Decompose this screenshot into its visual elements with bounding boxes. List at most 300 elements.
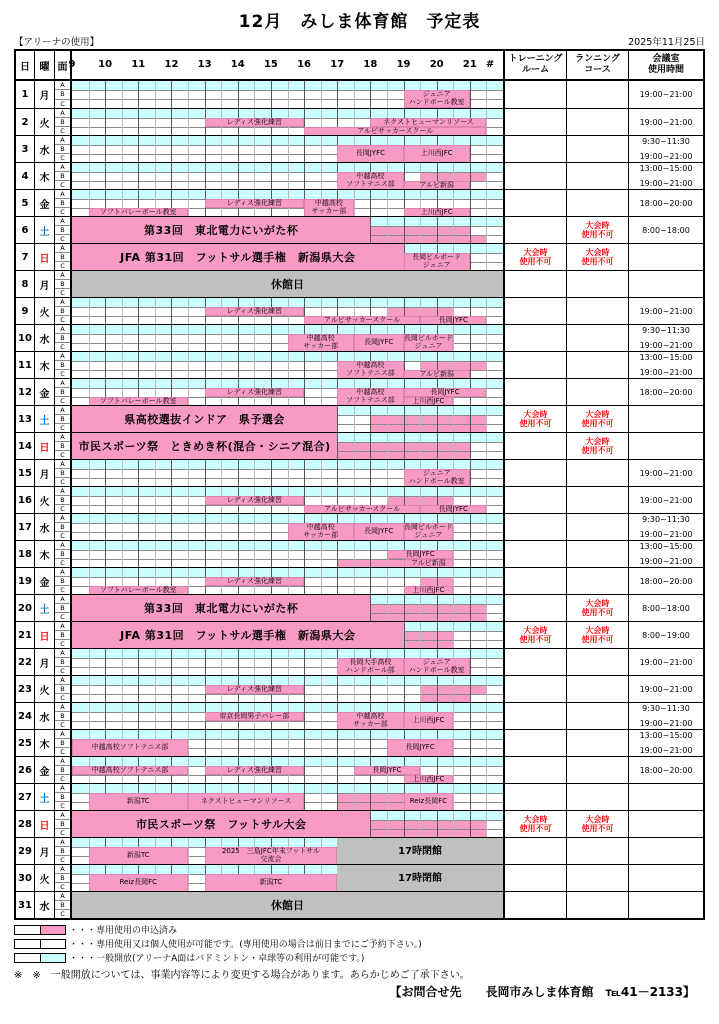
- time-gridline: [155, 352, 156, 378]
- event-block: レディス強化練習: [205, 118, 304, 127]
- meeting-room-time: 9:30~11:30: [642, 704, 690, 713]
- time-gridline: [370, 595, 371, 621]
- time-gridline: [420, 595, 421, 621]
- training-room-cell: [505, 892, 567, 918]
- day-number: 18: [16, 541, 35, 567]
- time-gridline: [437, 676, 438, 702]
- time-gridline: [238, 163, 239, 189]
- time-gridline: [122, 514, 123, 540]
- time-gridline: [470, 217, 471, 243]
- weekday-label: 水: [35, 136, 55, 162]
- weekday-label: 水: [35, 703, 55, 729]
- court-lane-label: B: [55, 442, 70, 451]
- meeting-room-time: 19:00~21:00: [639, 368, 693, 377]
- event-block: 長岡JYFC: [354, 523, 404, 540]
- schedule-row: [16, 675, 703, 702]
- time-gridline: [437, 406, 438, 432]
- time-gridline: [321, 136, 322, 162]
- running-course-cell: [567, 460, 629, 486]
- running-course-cell: 大会時 使用不可: [567, 406, 629, 432]
- meeting-room-cell: [629, 865, 703, 891]
- event-block: アルビ新潟: [404, 370, 470, 378]
- time-gridline: [188, 568, 189, 594]
- court-lane-label: C: [60, 640, 65, 648]
- court-lane-label: A: [55, 649, 70, 658]
- schedule-row: [16, 729, 703, 756]
- time-gridline: [486, 352, 487, 378]
- meeting-room-cell: [629, 703, 703, 729]
- meeting-room-time: 9:30~11:30: [642, 515, 690, 524]
- court-lane-label: A: [55, 568, 70, 577]
- court-lane-label: B: [55, 334, 70, 343]
- closed-day-block: 休館日: [72, 271, 503, 297]
- day-number: 22: [16, 649, 35, 675]
- time-gridline: [221, 352, 222, 378]
- hour-label: 10: [98, 59, 113, 70]
- running-course-cell: 大会時 使用不可: [567, 217, 629, 243]
- time-gridline: [304, 703, 305, 729]
- time-gridline: [321, 784, 322, 810]
- time-gridline: [453, 325, 454, 351]
- court-lane-label: B: [55, 415, 70, 424]
- court-lane-label: A: [55, 487, 70, 496]
- court-lane-label: B: [55, 469, 70, 478]
- time-grid: [72, 136, 505, 162]
- time-gridline: [453, 676, 454, 702]
- header-hours: [68, 51, 505, 79]
- court-column: [55, 190, 72, 216]
- court-column: [55, 622, 72, 648]
- court-lane-label: B: [55, 280, 70, 289]
- time-gridline: [138, 352, 139, 378]
- schedule-row: [16, 702, 703, 729]
- meeting-room-cell: [629, 568, 703, 594]
- time-grid: [72, 892, 505, 918]
- header-weekday: 曜: [35, 51, 55, 79]
- time-gridline: [370, 541, 371, 567]
- time-gridline: [337, 541, 338, 567]
- event-block: 中越高校 サッカー部: [288, 523, 354, 540]
- time-gridline: [105, 352, 106, 378]
- time-gridline: [221, 325, 222, 351]
- event-block: ジュニア ハンドボール教室: [404, 90, 470, 108]
- meeting-room-cell: [629, 81, 703, 108]
- court-lane-label: C: [60, 208, 65, 216]
- meeting-room-time: 18:00~20:00: [639, 387, 693, 397]
- hour-label: 20: [429, 59, 444, 70]
- running-course-cell: [567, 703, 629, 729]
- time-gridline: [89, 325, 90, 351]
- time-gridline: [370, 433, 371, 459]
- training-room-cell: [505, 757, 567, 783]
- event-block: 長岡JYFC: [420, 316, 486, 324]
- meeting-room-time: 19:00~21:00: [639, 657, 693, 667]
- time-grid: [72, 244, 505, 270]
- meeting-room-cell: [629, 541, 703, 567]
- event-block: JFA 第31回 フットサル選手権 新潟県大会: [72, 244, 404, 270]
- time-gridline: [486, 298, 487, 324]
- time-gridline: [453, 217, 454, 243]
- schedule-row: [16, 594, 703, 621]
- time-gridline: [304, 568, 305, 594]
- day-number: 8: [16, 271, 35, 297]
- time-gridline: [188, 81, 189, 108]
- event-block: 長岡ビルボード ジュニア: [403, 334, 453, 350]
- time-grid: [72, 784, 505, 810]
- court-lane-label: B: [55, 118, 70, 127]
- time-gridline: [404, 622, 405, 648]
- time-gridline: [171, 81, 172, 108]
- time-gridline: [238, 730, 239, 756]
- weekday-label: 日: [35, 622, 55, 648]
- schedule-row: [16, 810, 703, 837]
- day-number: 16: [16, 487, 35, 513]
- schedule-row: [16, 189, 703, 216]
- time-gridline: [470, 136, 471, 162]
- issue-date: 2025年11月25日: [628, 37, 705, 48]
- court-lane-label: A: [55, 271, 70, 280]
- day-number: 15: [16, 460, 35, 486]
- time-gridline: [453, 595, 454, 621]
- day-number: 28: [16, 811, 35, 837]
- court-lane-label: B: [55, 496, 70, 505]
- time-gridline: [337, 433, 338, 459]
- meeting-room-cell: [629, 784, 703, 810]
- court-column: [55, 838, 72, 864]
- court-lane-label: A: [55, 676, 70, 685]
- time-gridline: [155, 163, 156, 189]
- running-course-cell: [567, 838, 629, 864]
- legend: [14, 923, 705, 1000]
- time-gridline: [387, 460, 388, 486]
- court-lane-label: C: [60, 370, 65, 378]
- event-block: レディス強化練習: [205, 388, 304, 397]
- event-block: ソフトバレーボール教室: [89, 397, 188, 405]
- meeting-room-time: 9:30~11:30: [642, 137, 690, 146]
- running-course-cell: 大会時 使用不可: [567, 595, 629, 621]
- training-room-cell: [505, 865, 567, 891]
- time-gridline: [354, 676, 355, 702]
- meeting-room-cell: [629, 190, 703, 216]
- court-lane-label: A: [55, 163, 70, 172]
- time-gridline: [89, 487, 90, 513]
- sub-header: [14, 34, 705, 48]
- schedule-row: [16, 540, 703, 567]
- schedule-row: [16, 108, 703, 135]
- court-lane-label: A: [55, 730, 70, 739]
- running-course-cell: [567, 568, 629, 594]
- day-number: 20: [16, 595, 35, 621]
- time-gridline: [470, 811, 471, 837]
- event-block: アルビサッカースクール: [304, 316, 420, 324]
- time-gridline: [188, 190, 189, 216]
- time-gridline: [321, 757, 322, 783]
- time-gridline: [370, 784, 371, 810]
- meeting-room-time: 8:00~19:00: [642, 630, 690, 640]
- time-gridline: [271, 163, 272, 189]
- event-block: 上川西JFC: [404, 712, 454, 729]
- meeting-room-time: 19:00~21:00: [639, 306, 693, 316]
- time-gridline: [254, 730, 255, 756]
- time-gridline: [437, 433, 438, 459]
- time-gridline: [254, 649, 255, 675]
- time-grid: [72, 568, 505, 594]
- weekday-label: 水: [35, 325, 55, 351]
- schedule-row: [16, 405, 703, 432]
- court-lane-label: C: [60, 505, 65, 513]
- time-gridline: [470, 190, 471, 216]
- day-number: 10: [16, 325, 35, 351]
- time-gridline: [486, 109, 487, 135]
- court-column: [55, 433, 72, 459]
- schedule-row: [16, 891, 703, 918]
- time-gridline: [138, 514, 139, 540]
- event-block: 中越高校 ソフトテニス部: [337, 172, 403, 189]
- weekday-label: 月: [35, 649, 55, 675]
- meeting-room-cell: [629, 757, 703, 783]
- time-gridline: [453, 568, 454, 594]
- time-gridline: [138, 460, 139, 486]
- time-gridline: [205, 649, 206, 675]
- running-course-cell: [567, 541, 629, 567]
- running-course-cell: [567, 676, 629, 702]
- court-column: [55, 514, 72, 540]
- time-gridline: [337, 81, 338, 108]
- court-lane-label: C: [60, 451, 65, 459]
- time-gridline: [89, 109, 90, 135]
- time-gridline: [105, 81, 106, 108]
- meeting-room-cell: [629, 514, 703, 540]
- time-gridline: [205, 163, 206, 189]
- time-gridline: [470, 514, 471, 540]
- court-lane-label: A: [55, 190, 70, 199]
- day-number: 13: [16, 406, 35, 432]
- court-lane-label: C: [60, 802, 65, 810]
- time-gridline: [453, 730, 454, 756]
- event-block: アルビ新潟: [404, 181, 470, 189]
- time-gridline: [221, 514, 222, 540]
- court-column: [55, 730, 72, 756]
- weekday-label: 水: [35, 892, 55, 918]
- event-block: レディス強化練習: [205, 685, 304, 694]
- running-course-cell: [567, 892, 629, 918]
- time-gridline: [486, 433, 487, 459]
- time-gridline: [288, 649, 289, 675]
- time-gridline: [122, 676, 123, 702]
- time-gridline: [304, 460, 305, 486]
- time-gridline: [138, 136, 139, 162]
- court-column: [55, 541, 72, 567]
- time-gridline: [354, 433, 355, 459]
- header-day: 日: [16, 51, 35, 79]
- court-lane-label: C: [60, 829, 65, 837]
- event-block: 市民スポーツ祭 ときめき杯(混合・シニア混合): [72, 433, 337, 459]
- court-lane-label: B: [55, 847, 70, 856]
- court-lane-label: B: [55, 577, 70, 586]
- page-title: 12月 みしま体育館 予定表: [238, 12, 481, 32]
- time-gridline: [122, 541, 123, 567]
- court-lane-label: C: [60, 262, 65, 270]
- weekday-label: 月: [35, 838, 55, 864]
- day-number: 12: [16, 379, 35, 405]
- meeting-room-time: 19:00~21:00: [639, 90, 693, 99]
- time-gridline: [486, 811, 487, 837]
- reserved-fill-block: [404, 640, 454, 648]
- court-lane-label: C: [60, 910, 65, 918]
- time-gridline: [288, 163, 289, 189]
- meeting-room-cell: [629, 433, 703, 459]
- time-gridline: [420, 406, 421, 432]
- event-block: 第33回 東北電力にいがた杯: [72, 595, 370, 621]
- weekday-label: 木: [35, 541, 55, 567]
- training-room-cell: [505, 109, 567, 135]
- time-gridline: [188, 163, 189, 189]
- time-gridline: [171, 487, 172, 513]
- hour-label: 11: [131, 59, 146, 70]
- court-lane-label: B: [55, 820, 70, 829]
- meeting-room-time: 13:00~15:00: [639, 731, 693, 740]
- court-column: [55, 109, 72, 135]
- court-lane-label: B: [55, 253, 70, 262]
- court-column: [55, 703, 72, 729]
- time-grid: [72, 595, 505, 621]
- time-gridline: [453, 433, 454, 459]
- training-room-cell: [505, 784, 567, 810]
- time-gridline: [321, 352, 322, 378]
- day-number: 6: [16, 217, 35, 243]
- time-gridline: [321, 730, 322, 756]
- time-gridline: [420, 217, 421, 243]
- time-gridline: [337, 406, 338, 432]
- event-block: 第33回 東北電力にいがた杯: [72, 217, 370, 243]
- meeting-room-cell: [629, 163, 703, 189]
- court-column: [55, 325, 72, 351]
- court-lane-label: B: [55, 793, 70, 802]
- court-lane-label: A: [55, 622, 70, 631]
- meeting-room-cell: [629, 649, 703, 675]
- time-gridline: [205, 730, 206, 756]
- schedule-row: [16, 324, 703, 351]
- time-gridline: [354, 568, 355, 594]
- time-gridline: [453, 811, 454, 837]
- time-grid: [72, 487, 505, 513]
- time-gridline: [205, 81, 206, 108]
- time-gridline: [404, 676, 405, 702]
- event-block: 中越高校 サッカー部: [288, 334, 354, 351]
- time-gridline: [437, 217, 438, 243]
- training-room-cell: [505, 541, 567, 567]
- court-column: [55, 892, 72, 918]
- time-gridline: [238, 352, 239, 378]
- court-lane-label: A: [55, 325, 70, 334]
- court-lane-label: B: [55, 388, 70, 397]
- time-gridline: [453, 757, 454, 783]
- meeting-room-time: 19:00~21:00: [639, 684, 693, 694]
- time-gridline: [221, 541, 222, 567]
- time-gridline: [271, 730, 272, 756]
- day-number: 5: [16, 190, 35, 216]
- meeting-room-time: 18:00~20:00: [639, 765, 693, 775]
- time-gridline: [271, 460, 272, 486]
- time-gridline: [89, 649, 90, 675]
- meeting-room-time: 19:00~21:00: [639, 719, 693, 728]
- time-gridline: [486, 541, 487, 567]
- weekday-label: 金: [35, 379, 55, 405]
- time-gridline: [337, 784, 338, 810]
- schedule-row: [16, 783, 703, 810]
- time-gridline: [420, 811, 421, 837]
- court-column: [55, 757, 72, 783]
- time-gridline: [188, 487, 189, 513]
- time-gridline: [470, 244, 471, 270]
- time-gridline: [205, 136, 206, 162]
- time-gridline: [420, 676, 421, 702]
- time-gridline: [321, 379, 322, 405]
- time-gridline: [138, 487, 139, 513]
- time-gridline: [238, 541, 239, 567]
- time-gridline: [486, 568, 487, 594]
- meeting-room-cell: [629, 622, 703, 648]
- time-gridline: [288, 541, 289, 567]
- time-gridline: [486, 595, 487, 621]
- event-block: レディス強化練習: [205, 577, 304, 586]
- time-gridline: [387, 784, 388, 810]
- event-block: Reiz長岡FC: [89, 874, 188, 891]
- day-number: 27: [16, 784, 35, 810]
- time-grid: [72, 730, 505, 756]
- weekday-label: 金: [35, 757, 55, 783]
- time-gridline: [122, 325, 123, 351]
- event-block: ネクストヒューマンリソース: [370, 118, 486, 127]
- event-block: 中越高校 サッカー部: [304, 199, 354, 216]
- time-gridline: [304, 541, 305, 567]
- legend-item-reserved: [14, 923, 705, 936]
- weekday-label: 金: [35, 190, 55, 216]
- time-gridline: [470, 568, 471, 594]
- court-lane-label: B: [55, 199, 70, 208]
- cyan-swatch-icon: [14, 953, 66, 963]
- time-grid: [72, 649, 505, 675]
- time-gridline: [271, 541, 272, 567]
- time-gridline: [321, 163, 322, 189]
- time-gridline: [89, 676, 90, 702]
- meeting-room-time: 9:30~11:30: [642, 326, 690, 335]
- event-block: 上川西JFC: [404, 145, 470, 162]
- time-gridline: [486, 703, 487, 729]
- court-lane-label: A: [55, 838, 70, 847]
- running-course-cell: [567, 730, 629, 756]
- day-number: 23: [16, 676, 35, 702]
- running-course-cell: [567, 325, 629, 351]
- time-gridline: [122, 487, 123, 513]
- time-gridline: [171, 649, 172, 675]
- time-gridline: [155, 676, 156, 702]
- time-grid: [72, 460, 505, 486]
- hour-label: 12: [164, 59, 179, 70]
- time-gridline: [254, 514, 255, 540]
- schedule-row: [16, 621, 703, 648]
- time-gridline: [205, 541, 206, 567]
- time-gridline: [321, 676, 322, 702]
- time-gridline: [171, 163, 172, 189]
- schedule-row: [16, 432, 703, 459]
- meeting-room-cell: [629, 595, 703, 621]
- legend-text: ・・・専用使用又は個人使用が可能です。(専用使用の場合は前日までにご予約下さい。): [69, 940, 422, 950]
- time-gridline: [370, 217, 371, 243]
- pink-swatch-icon: [14, 925, 66, 935]
- weekday-label: 金: [35, 568, 55, 594]
- running-course-cell: [567, 190, 629, 216]
